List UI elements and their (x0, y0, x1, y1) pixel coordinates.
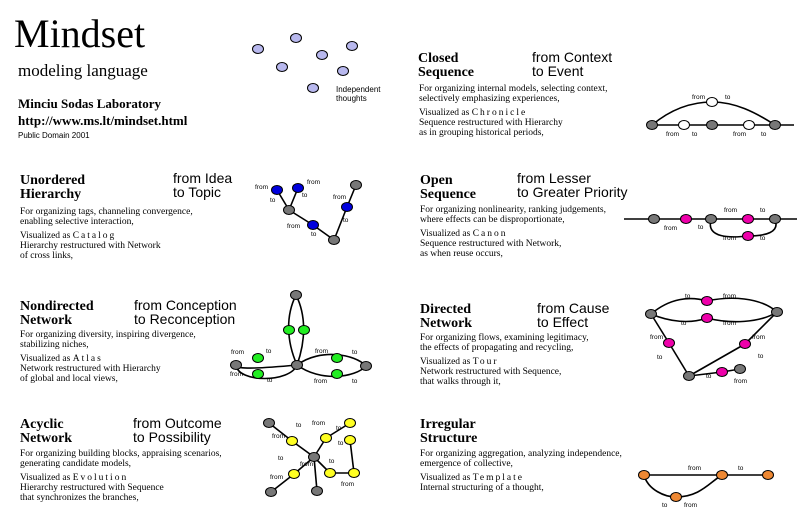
graph-node (338, 67, 349, 76)
section-unordered-hierarchy: Unordered Hierarchy (20, 173, 86, 202)
section-from-label: from Context to Event (532, 49, 613, 79)
edge-label: from (666, 131, 679, 138)
section-acyclic-network: Acyclic Network (20, 417, 73, 446)
graph-node (308, 84, 319, 93)
section-from-label: from Conception to Reconception (134, 297, 237, 327)
edge-label: to (270, 197, 276, 204)
edge-label: from (650, 334, 663, 341)
graph-node (743, 232, 754, 241)
graph-node (717, 368, 728, 377)
section-description: For organizing building blocks, appraising scenarios, generating candidate models, Visualized as Evolution Hierarchy restructured with Sequence that synchronizes the branches, (20, 449, 222, 503)
section-irregular-structure: Irregular Structure (420, 417, 478, 446)
section-from-label: from Cause to Effect (537, 300, 610, 330)
edge-label: to (698, 224, 704, 231)
section-closed-sequence: Closed Sequence (418, 51, 474, 80)
edge-label: to (760, 207, 766, 214)
edge-label: from (255, 184, 268, 191)
graph-node (308, 221, 319, 230)
graph-node (347, 42, 358, 51)
edge-label: to (738, 465, 744, 472)
edge-label: to (296, 422, 302, 429)
edge-label: to (266, 348, 272, 355)
edge-label: to (725, 94, 731, 101)
edge-label: to (761, 131, 767, 138)
graph-node (266, 488, 277, 497)
section-from-label: from Outcome to Possibility (133, 415, 222, 445)
graph-node (649, 215, 660, 224)
edge-label: from (688, 465, 701, 472)
graph-node (717, 471, 728, 480)
graph-node (735, 365, 746, 374)
page-subtitle: modeling language (18, 61, 148, 80)
edge-label: to (336, 425, 342, 432)
graph-node (671, 493, 682, 502)
graph-node (681, 215, 692, 224)
graph-node (289, 470, 300, 479)
section-description: For organizing tags, channeling convergence, enabling selective interaction, Visualized as Catalog Hierarchy restructured with Network of cross links, (20, 207, 193, 261)
site-url[interactable]: http://www.ms.lt/mindset.html (18, 113, 188, 128)
graph-node (272, 186, 283, 195)
graph-node (287, 437, 298, 446)
edge-label: from (333, 194, 346, 201)
graph-node (277, 63, 288, 72)
graph-node (770, 215, 781, 224)
license-note: Public Domain 2001 (18, 131, 90, 140)
page-title: Mindset (14, 11, 146, 56)
graph-node (763, 471, 774, 480)
section-directed-network: Directed Network (420, 302, 473, 331)
graph-node (321, 434, 332, 443)
graph-node (329, 236, 340, 245)
graph-node (740, 340, 751, 349)
edge-label: from (315, 348, 328, 355)
edge-label: to (311, 231, 317, 238)
graph-node (312, 487, 323, 496)
graph-node (664, 339, 675, 348)
edge-label: to (692, 131, 698, 138)
graph-node (291, 291, 302, 300)
edge-label: to (760, 235, 766, 242)
edge-label: from (752, 334, 765, 341)
edge-label: from (314, 378, 327, 385)
edge-label: to (343, 217, 349, 224)
section-description: For organizing internal models, selecting context, selectively emphasizing experiences, Visualized as Chronicle Sequence restructured with Hierarchy as in grouping historical periods, (419, 84, 608, 138)
graph-node (772, 308, 783, 317)
edge-label: from (734, 378, 747, 385)
edge-label: to (657, 354, 663, 361)
edge-label: to (706, 373, 712, 380)
graph-node (646, 310, 657, 319)
edge-label: to (338, 440, 344, 447)
edge-label: to (352, 349, 358, 356)
graph-node (292, 361, 303, 370)
edge-label: from (724, 207, 737, 214)
graph-node (253, 354, 264, 363)
edge-label: to (758, 353, 764, 360)
graph-node (345, 436, 356, 445)
graph-node (744, 121, 755, 130)
graph-node (707, 98, 718, 107)
graph-node (253, 370, 264, 379)
edge-label: from (270, 474, 283, 481)
section-open-sequence: Open Sequence (420, 173, 476, 202)
graph-node (342, 203, 353, 212)
edge-label: to (681, 320, 687, 327)
edge-label: from (723, 235, 736, 242)
edge-label: from (312, 420, 325, 427)
graph-node (684, 372, 695, 381)
lab-name: Minciu Sodas Laboratory (18, 96, 162, 111)
section-description: For organizing nonlinearity, ranking judgements, where effects can be disproportionate, Visualized as Canon Sequence restructured with Network, as when reuse occurs, (420, 205, 607, 259)
graph-node (325, 469, 336, 478)
graph-node (770, 121, 781, 130)
section-description: For organizing aggregation, analyzing independence, emergence of collective, Visualized as Template Internal structuring of a thought, (420, 449, 622, 493)
edge-label: to (278, 455, 284, 462)
graph-node (284, 326, 295, 335)
graph-node (679, 121, 690, 130)
section-description: For organizing flows, examining legitimacy, the effects of propagating and recycling, Visualized as Tour Network restructured with Sequence, that walks through it, (420, 333, 589, 387)
edge-label: to (662, 502, 668, 509)
independent-thoughts-label: Independent thoughts (336, 85, 381, 103)
edge-label: from (272, 433, 285, 440)
graph-node (345, 419, 356, 428)
edge-label: from (230, 371, 243, 378)
graph-node (317, 51, 328, 60)
graph-node (706, 215, 717, 224)
graph-node (264, 419, 275, 428)
edge-label: to (302, 192, 308, 199)
section-from-label: from Lesser to Greater Priority (517, 170, 628, 200)
graph-node (332, 354, 343, 363)
graph-node (351, 181, 362, 190)
edge-label: from (307, 179, 320, 186)
graph-node (284, 206, 295, 215)
section-from-label: from Idea to Topic (173, 170, 233, 200)
edge-label: to (329, 458, 335, 465)
graph-node (361, 362, 372, 371)
graph-node (291, 34, 302, 43)
graph-node (647, 121, 658, 130)
graph-node (349, 469, 360, 478)
edge-label: from (733, 131, 746, 138)
graph-node (299, 326, 310, 335)
section-nondirected-network: Nondirected Network (20, 299, 94, 328)
graph-node (702, 297, 713, 306)
graph-node (702, 314, 713, 323)
section-description: For organizing diversity, inspiring divergence, stabilizing niches, Visualized as Atlas Network restructured with Hierarchy of global and local views, (20, 330, 196, 384)
graph-node (332, 370, 343, 379)
edge-label: from (684, 502, 697, 509)
edge-label: to (352, 378, 358, 385)
edge-label: from (692, 94, 705, 101)
graph-node (639, 471, 650, 480)
graph-node (707, 121, 718, 130)
edge-label: from (231, 349, 244, 356)
graph-node (253, 45, 264, 54)
graph-node (743, 215, 754, 224)
edge-label: to (267, 377, 273, 384)
edge-label: from (664, 225, 677, 232)
edge-label: from (723, 293, 736, 300)
edge-label: from (287, 223, 300, 230)
edge-label: from (341, 481, 354, 488)
edge-label: from (300, 461, 313, 468)
edge-label: to (685, 293, 691, 300)
edge-label: from (723, 320, 736, 327)
graph-node (231, 361, 242, 370)
